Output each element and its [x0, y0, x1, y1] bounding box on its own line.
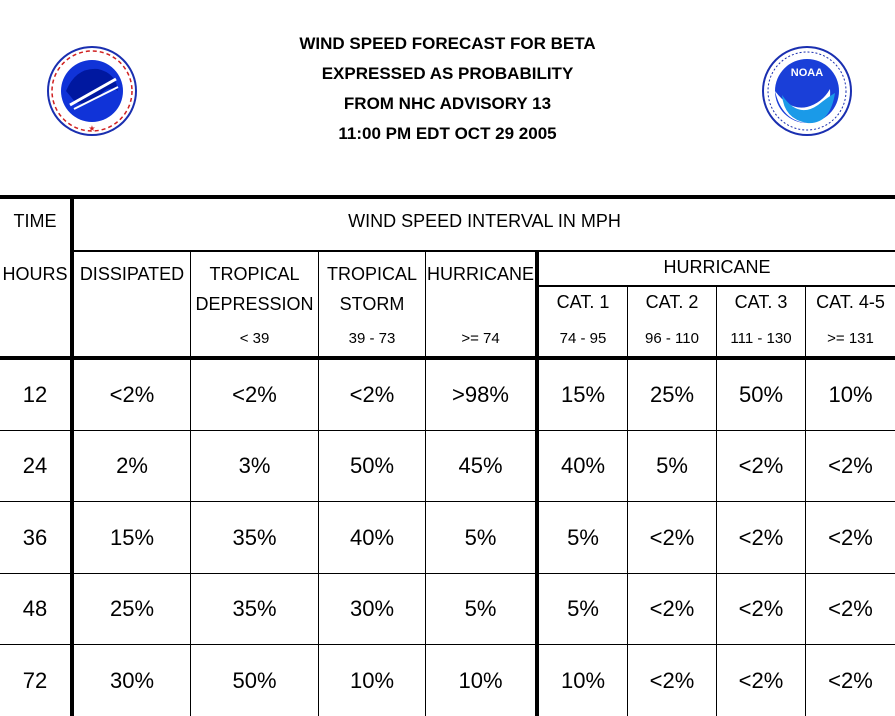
td-range: < 39 [239, 330, 270, 347]
hurricane-group-header: HURRICANE [663, 257, 771, 277]
cat45-probability-cell: <2% [828, 596, 873, 621]
table-header-divider [73, 250, 895, 252]
header-bottom-border [0, 356, 895, 360]
cat45-probability-cell: <2% [828, 667, 873, 693]
column-divider [805, 285, 806, 716]
table-top-border [0, 195, 895, 199]
cat1-header: CAT. 1 [556, 292, 610, 312]
cat3-probability-cell: <2% [738, 667, 784, 693]
hurricane-probability-cell: >98% [452, 382, 509, 407]
column-divider [425, 250, 426, 716]
hurricane-column-border [535, 250, 539, 716]
hours-cell: 12 [22, 382, 48, 407]
row-divider [0, 430, 895, 431]
hurricane-probability-cell: 5% [464, 596, 497, 621]
ts-header-line1: TROPICAL [326, 264, 418, 284]
column-divider [627, 285, 628, 716]
cat1-probability-cell: 40% [560, 453, 606, 478]
dissipated-probability-cell: 15% [109, 524, 155, 550]
column-divider [318, 250, 319, 716]
dissipated-probability-cell: 2% [116, 453, 148, 478]
hurricane-probability-cell: 10% [458, 667, 503, 693]
hurricane-probability-cell: 45% [458, 453, 503, 478]
hurricane-probability-cell: 5% [464, 524, 497, 550]
cat1-probability-cell: 10% [560, 667, 606, 693]
hours-header: HOURS [2, 264, 68, 284]
hurricane-header: HURRICANE [426, 264, 534, 284]
cat45-header: CAT. 4-5 [816, 292, 885, 312]
title-line-2: EXPRESSED AS PROBABILITY [321, 64, 574, 83]
title-line-4: 11:00 PM EDT OCT 29 2005 [338, 124, 557, 143]
cat3-probability-cell: 50% [738, 382, 784, 407]
cat45-probability-cell: <2% [828, 524, 873, 550]
dissipated-header: DISSIPATED [79, 264, 185, 284]
svg-text:★: ★ [88, 124, 96, 133]
cat1-probability-cell: 15% [560, 382, 606, 407]
noaa-logo-icon [760, 45, 855, 137]
tropical-storm-probability-cell: 50% [349, 453, 395, 478]
cat2-range: 96 - 110 [645, 330, 699, 347]
hours-cell: 24 [22, 453, 48, 478]
cat45-range: >= 131 [827, 330, 874, 347]
title-line-1: WIND SPEED FORECAST FOR BETA [299, 34, 596, 53]
tropical-depression-probability-cell: 35% [232, 596, 277, 621]
cat2-probability-cell: <2% [649, 667, 695, 693]
hours-cell: 48 [22, 596, 48, 621]
cat2-probability-cell: 25% [649, 382, 695, 407]
dissipated-probability-cell: 25% [109, 596, 155, 621]
forecast-title [200, 29, 695, 149]
tropical-depression-probability-cell: 50% [232, 667, 277, 693]
cat1-probability-cell: 5% [567, 524, 599, 550]
column-divider [190, 250, 191, 716]
row-divider [0, 573, 895, 574]
ts-header-line2: STORM [339, 294, 405, 314]
dissipated-probability-cell: <2% [109, 382, 155, 407]
cat3-probability-cell: <2% [738, 453, 784, 478]
column-divider [716, 285, 717, 716]
td-header-line2: DEPRESSION [195, 294, 314, 314]
tropical-depression-probability-cell: 3% [238, 453, 271, 478]
cat45-probability-cell: 10% [828, 382, 873, 407]
cat45-probability-cell: <2% [828, 453, 873, 478]
cat3-range: 111 - 130 [730, 330, 792, 347]
hurricane-range: >= 74 [461, 330, 500, 347]
title-line-3: FROM NHC ADVISORY 13 [343, 94, 552, 113]
cat1-range: 74 - 95 [559, 330, 607, 347]
cat1-probability-cell: 5% [567, 596, 599, 621]
tropical-storm-probability-cell: 40% [349, 524, 395, 550]
tropical-storm-probability-cell: <2% [349, 382, 395, 407]
cat2-header: CAT. 2 [645, 292, 699, 312]
tropical-storm-probability-cell: 10% [349, 667, 395, 693]
tropical-depression-probability-cell: <2% [232, 382, 277, 407]
hours-cell: 36 [22, 524, 48, 550]
interval-header: WIND SPEED INTERVAL IN MPH [348, 211, 621, 231]
time-header: TIME [13, 211, 57, 231]
nws-logo-icon [46, 45, 138, 137]
dissipated-probability-cell: 30% [109, 667, 155, 693]
cat2-probability-cell: 5% [656, 453, 688, 478]
tropical-storm-probability-cell: 30% [349, 596, 395, 621]
cat3-probability-cell: <2% [738, 596, 784, 621]
noaa-logo-text: NOAA [790, 67, 824, 79]
ts-range: 39 - 73 [348, 330, 396, 347]
td-header-line1: TROPICAL [209, 264, 300, 284]
cat2-probability-cell: <2% [649, 596, 695, 621]
row-divider [0, 644, 895, 645]
hours-cell: 72 [22, 667, 48, 693]
row-divider [0, 501, 895, 502]
cat3-header: CAT. 3 [734, 292, 788, 312]
cat3-probability-cell: <2% [738, 524, 784, 550]
cat2-probability-cell: <2% [649, 524, 695, 550]
tropical-depression-probability-cell: 35% [232, 524, 277, 550]
